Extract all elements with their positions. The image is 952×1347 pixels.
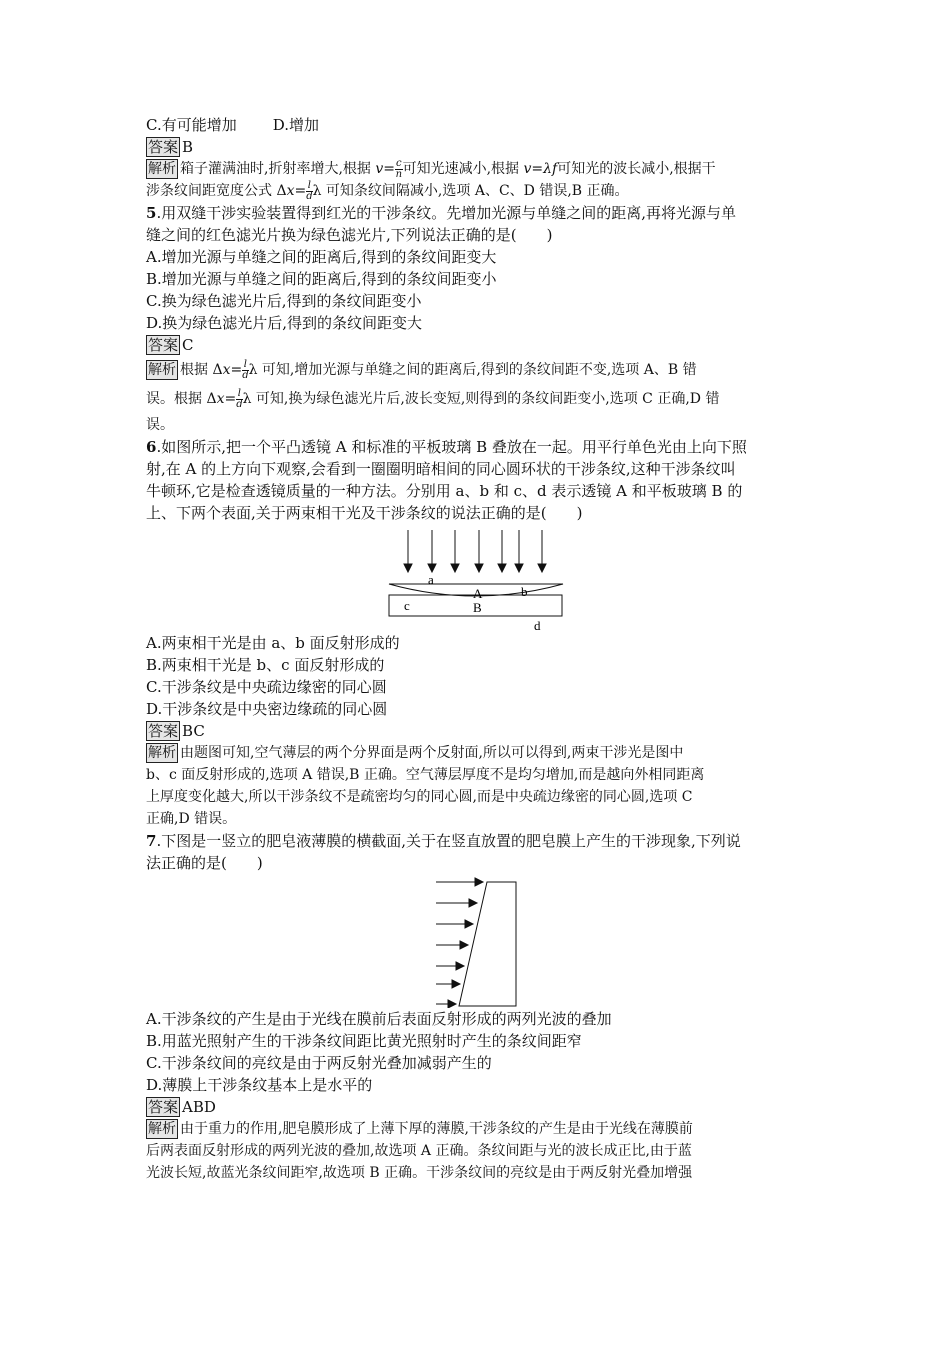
q6-option-d: D.干涉条纹是中央密边缘疏的同心圆 xyxy=(146,700,388,718)
q6-stem-line-2: 射,在 A 的上方向下观察,会看到一圈圈明暗相间的同心圆环状的干涉条纹,这种干涉条纹叫 xyxy=(146,460,736,478)
q5-analysis-line-1 xyxy=(146,356,816,385)
fraction-denominator: d xyxy=(242,369,249,381)
q6-option-a: A.两束相干光是由 a、b 面反射形成的 xyxy=(146,634,400,652)
label-d: d xyxy=(534,618,541,632)
q5-option-d: D.换为绿色滤光片后,得到的条纹间距变大 xyxy=(146,314,423,332)
q6-analysis-line-3: 上厚度变化越大,所以干涉条纹不是疏密均匀的同心圆,而是中央疏边缘密的同心圆,选项 C xyxy=(146,789,693,805)
q4-analysis-line-1 xyxy=(146,158,816,180)
q4-option-c: C.有可能增加 xyxy=(146,116,237,134)
question-number: 7 xyxy=(146,832,157,850)
question-stem: 下图是一竖立的肥皂液薄膜的横截面,关于在竖直放置的肥皂膜上产生的干涉现象,下列说 xyxy=(161,832,741,850)
fraction-denominator: d xyxy=(236,398,243,410)
q6-stem-line-3: 牛顿环,它是检查透镜质量的一种方法。分别用 a、b 和 c、d 表示透镜 A 和平板玻璃 B 的 xyxy=(146,482,743,500)
text-run: λ 可知条纹间隔减小,选项 A、C、D 错误,B 正确。 xyxy=(312,183,629,199)
analysis-tag: 解析 xyxy=(148,1121,176,1137)
label-a: a xyxy=(428,572,434,587)
soap-film-figure xyxy=(146,874,816,1008)
formula-var: x= xyxy=(222,362,243,378)
q6-answer-value: BC xyxy=(182,722,205,740)
text-run: 根据 Δ xyxy=(180,362,223,378)
q7-option-a: A.干涉条纹的产生是由于光线在膜前后表面反射形成的两列光波的叠加 xyxy=(146,1010,612,1028)
q5-option-b: B.增加光源与单缝之间的距离后,得到的条纹间距变小 xyxy=(146,270,497,288)
q5-option-a: A.增加光源与单缝之间的距离后,得到的条纹间距变大 xyxy=(146,248,497,266)
text-run: 涉条纹间距宽度公式 Δ xyxy=(146,183,287,199)
q6-analysis-line-4: 正确,D 错误。 xyxy=(146,811,237,827)
text-run: 可知光速减小,根据 xyxy=(402,161,524,177)
q5-stem-line-1: 5.用双缝干涉实验装置得到红光的干涉条纹。先增加光源与单缝之间的距离,再将光源与单 xyxy=(146,204,736,222)
q6-option-b: B.两束相干光是 b、c 面反射形成的 xyxy=(146,656,385,674)
answer-tag: 答案 xyxy=(148,138,179,156)
q6-answer xyxy=(146,720,816,742)
q5-answer xyxy=(146,334,816,356)
formula: v=λf xyxy=(523,161,558,177)
q5-stem-line-2: 缝之间的红色滤光片换为绿色滤光片,下列说法正确的是( ) xyxy=(146,226,553,244)
fraction-denominator: d xyxy=(306,190,313,202)
text-run: λ 可知,换为绿色滤光片后,波长变短,则得到的条纹间距变小,选项 C 正确,D 错 xyxy=(242,391,720,407)
answer-tag: 答案 xyxy=(148,722,179,740)
question-stem: 如图所示,把一个平凸透镜 A 和标准的平板玻璃 B 叠放在一起。用平行单色光由上向下照 xyxy=(161,438,747,456)
q5-analysis-line-2 xyxy=(146,385,816,414)
label-lens-A: A xyxy=(473,586,483,601)
text-run: 可知光的波长减小,根据干 xyxy=(557,161,716,177)
q4-answer xyxy=(146,136,816,158)
label-b: b xyxy=(521,584,528,599)
fraction-numerator: l xyxy=(243,358,247,370)
q6-stem-line-4: 上、下两个表面,关于两束相干光及干涉条纹的说法正确的是( ) xyxy=(146,504,583,522)
q5-answer-value: C xyxy=(182,336,194,354)
q4-options-line xyxy=(146,114,816,136)
q7-answer-value: ABD xyxy=(182,1098,216,1116)
q4-analysis-line-2 xyxy=(146,180,816,202)
soap-film-cross-section xyxy=(459,882,516,1006)
q5-option-c: C.换为绿色滤光片后,得到的条纹间距变小 xyxy=(146,292,422,310)
q7-analysis-line-3: 光波长短,故蓝光条纹间距窄,故选项 B 正确。干涉条纹间的亮纹是由于两反射光叠加增强 xyxy=(146,1165,693,1181)
q6-analysis-line-1 xyxy=(146,742,816,764)
fraction-numerator: l xyxy=(237,387,241,399)
newton-rings-figure xyxy=(146,524,816,632)
q7-stem-line-2: 法正确的是( ) xyxy=(146,854,263,872)
label-plate-B: B xyxy=(473,600,482,615)
q6-stem-line-1: 6.如图所示,把一个平凸透镜 A 和标准的平板玻璃 B 叠放在一起。用平行单色光由上向下照 xyxy=(146,438,747,456)
formula-var: v= xyxy=(375,161,395,177)
incident-light-arrows xyxy=(436,878,483,1008)
q7-stem-line-1: 7.下图是一竖立的肥皂液薄膜的横截面,关于在竖直放置的肥皂膜上产生的干涉现象,下列说 xyxy=(146,832,741,850)
q7-option-b: B.用蓝光照射产生的干涉条纹间距比黄光照射时产生的条纹间距窄 xyxy=(146,1032,582,1050)
text-run: 误。根据 Δ xyxy=(146,391,217,407)
q7-answer xyxy=(146,1096,816,1118)
question-stem: 用双缝干涉实验装置得到红光的干涉条纹。先增加光源与单缝之间的距离,再将光源与单 xyxy=(161,204,736,222)
fraction xyxy=(395,159,403,180)
q6-analysis-line-2: b、c 面反射形成的,选项 A 错误,B 正确。空气薄层厚度不是均匀增加,而是越向外相同距离 xyxy=(146,767,705,783)
q7-analysis-line-2: 后两表面反射形成的两列光波的叠加,故选项 A 正确。条纹间距与光的波长成正比,由于蓝 xyxy=(146,1143,692,1159)
q4-answer-value: B xyxy=(182,138,194,156)
text-run: 由于重力的作用,肥皂膜形成了上薄下厚的薄膜,干涉条纹的产生是由于光线在薄膜前 xyxy=(180,1121,693,1137)
document-page xyxy=(146,114,816,1184)
q6-option-c: C.干涉条纹是中央疏边缘密的同心圆 xyxy=(146,678,387,696)
q7-option-c: C.干涉条纹间的亮纹是由于两反射光叠加减弱产生的 xyxy=(146,1054,492,1072)
analysis-tag: 解析 xyxy=(148,161,176,177)
fraction-numerator: c xyxy=(396,157,402,169)
analysis-tag: 解析 xyxy=(148,362,176,378)
label-c: c xyxy=(404,598,410,613)
question-number: 5 xyxy=(146,204,157,222)
fraction-denominator: n xyxy=(395,168,403,180)
question-number: 6 xyxy=(146,438,157,456)
formula-var: x= xyxy=(216,391,237,407)
answer-tag: 答案 xyxy=(148,336,179,354)
formula-var: x= xyxy=(286,183,307,199)
text-run: 由题图可知,空气薄层的两个分界面是两个反射面,所以可以得到,两束干涉光是图中 xyxy=(180,745,684,761)
text-run: λ 可知,增加光源与单缝之间的距离后,得到的条纹间距不变,选项 A、B 错 xyxy=(248,362,697,378)
q7-option-d: D.薄膜上干涉条纹基本上是水平的 xyxy=(146,1076,373,1094)
q4-option-d: D.增加 xyxy=(272,116,319,134)
answer-tag: 答案 xyxy=(148,1098,179,1116)
fraction-numerator: l xyxy=(307,179,311,191)
incident-light-arrows xyxy=(404,530,546,572)
q5-analysis-line-3: 误。 xyxy=(146,417,174,433)
q7-analysis-line-1 xyxy=(146,1118,816,1140)
analysis-tag: 解析 xyxy=(148,745,176,761)
text-run: 箱子灌满油时,折射率增大,根据 xyxy=(180,161,376,177)
